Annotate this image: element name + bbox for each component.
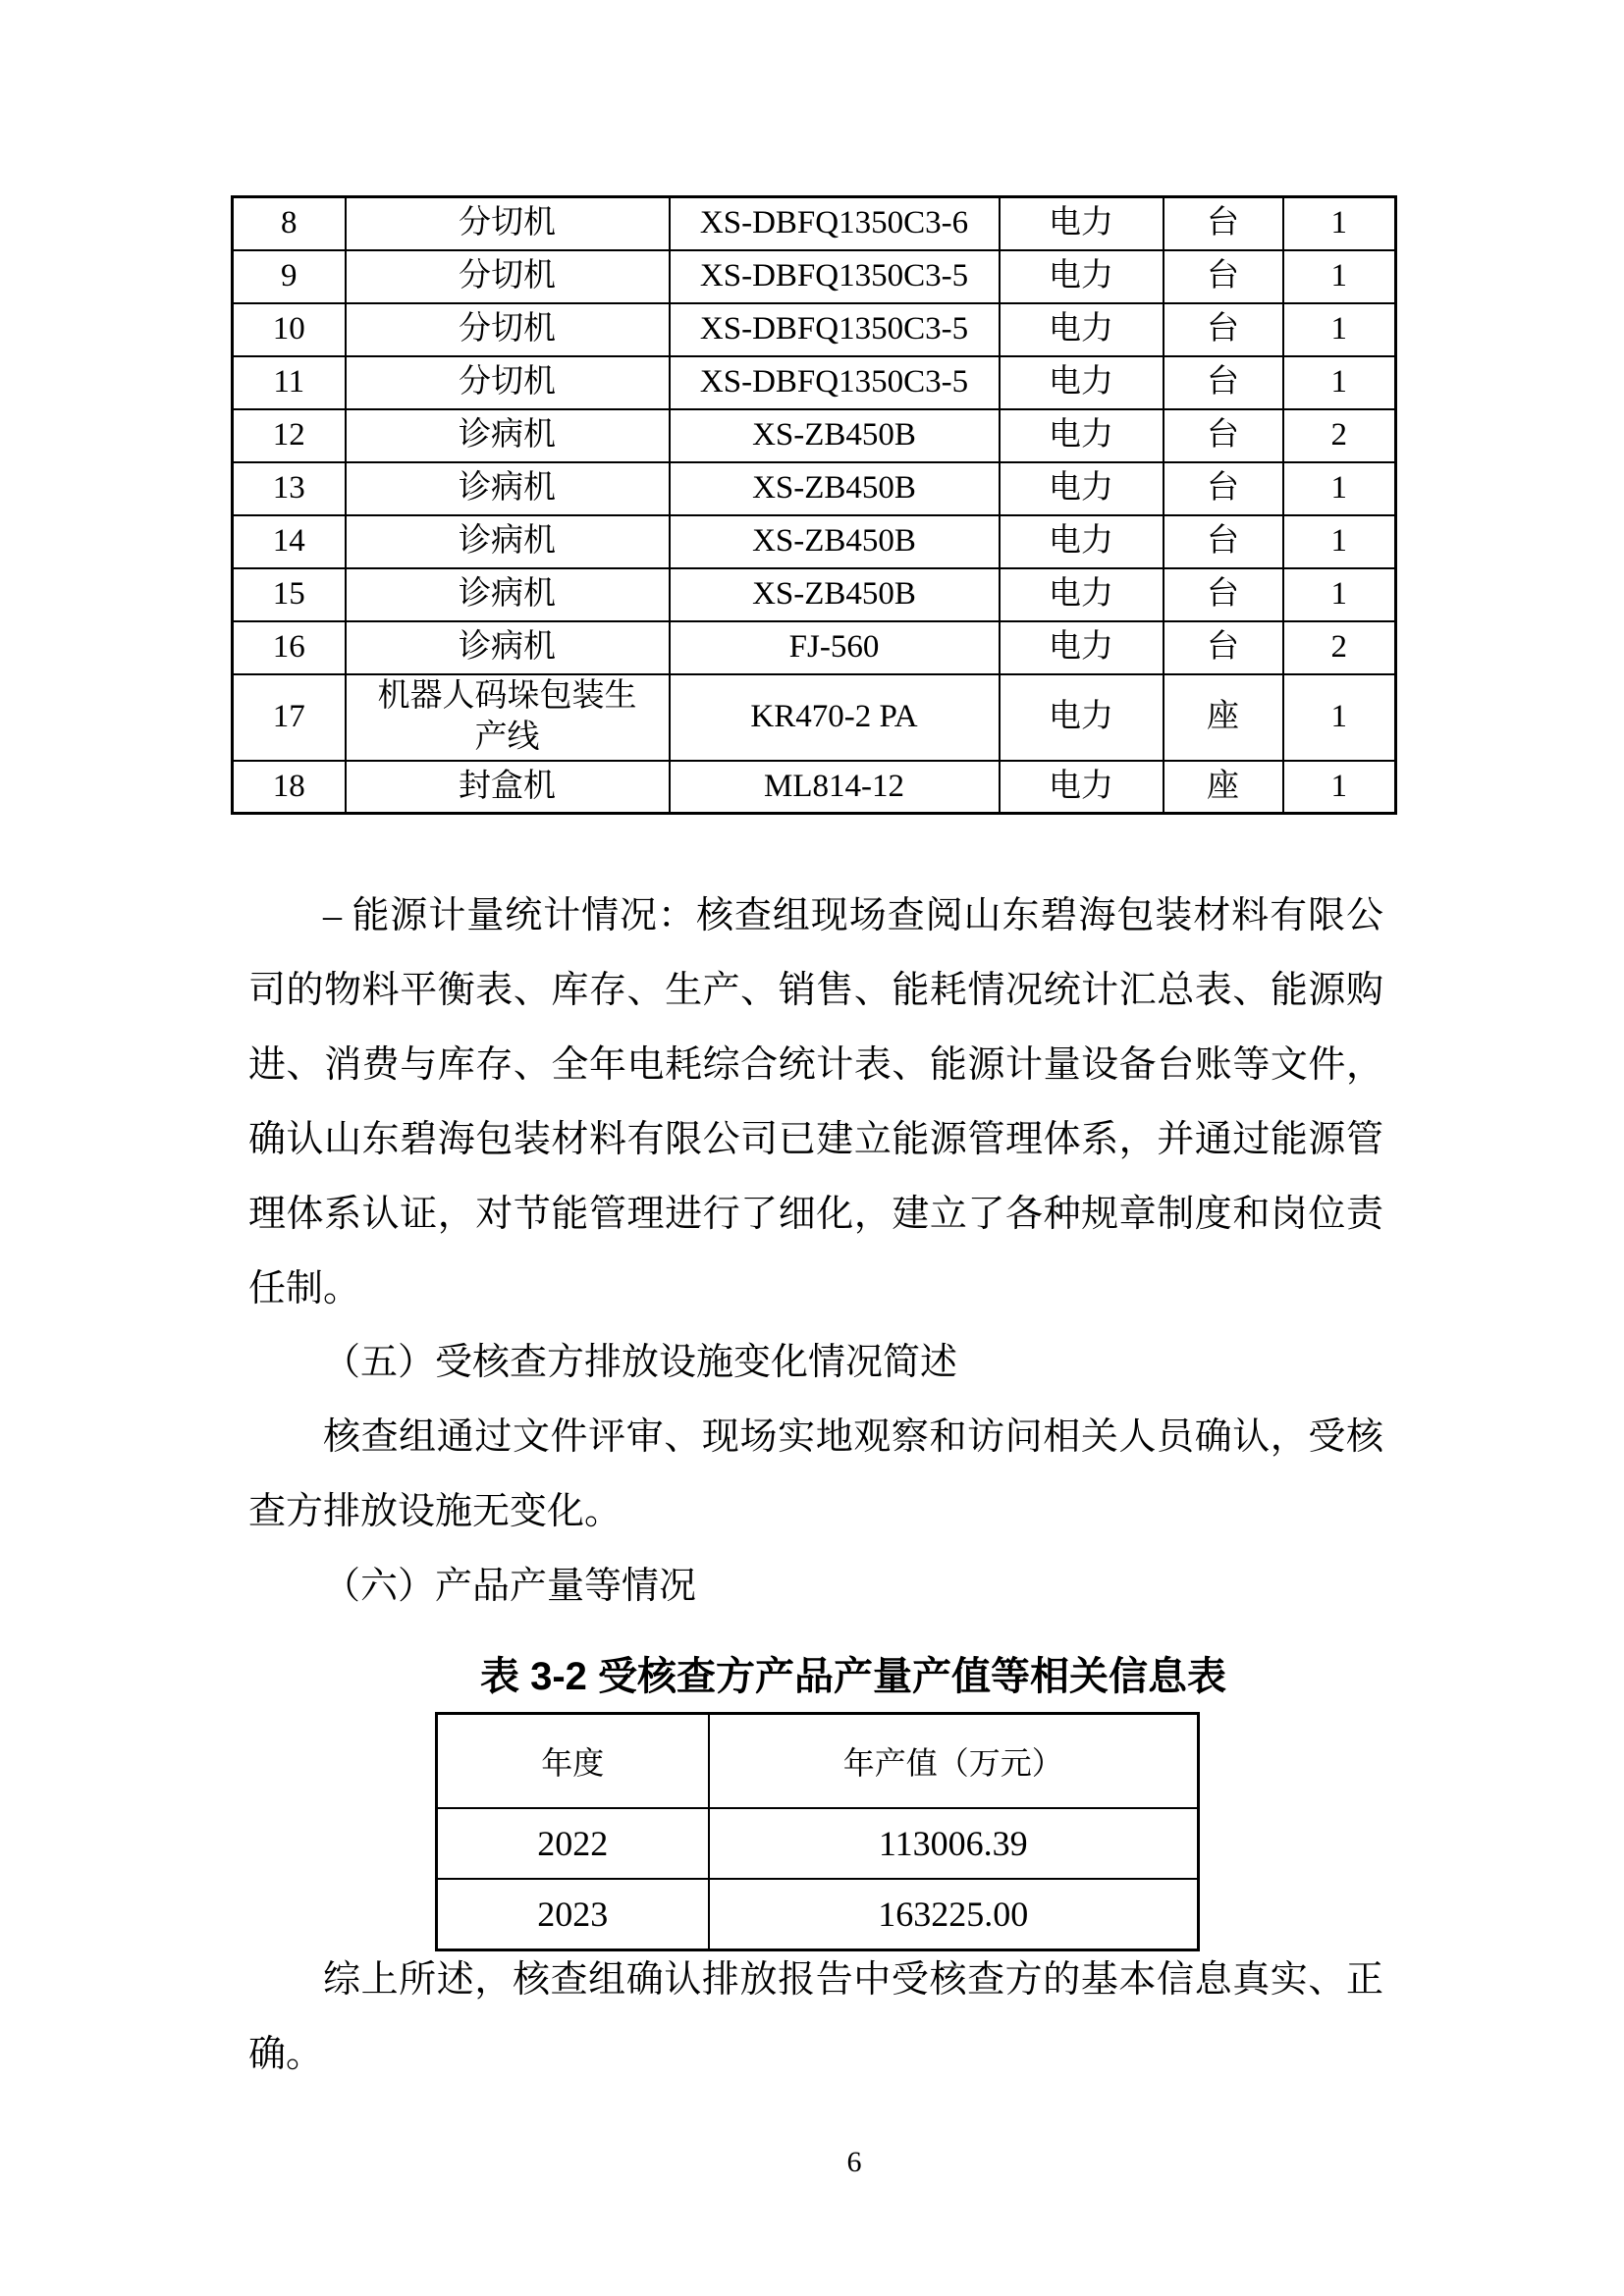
equipment-name-cell: 分切机 <box>346 250 670 303</box>
unit-cell: 座 <box>1164 674 1283 761</box>
year-cell: 2023 <box>437 1879 709 1950</box>
energy-type-cell: 电力 <box>1000 303 1164 356</box>
table-row <box>233 515 1396 568</box>
body-text-line: – 能源计量统计情况：核查组现场查阅山东碧海包装材料有限公 <box>323 895 1383 936</box>
output-value-cell: 113006.39 <box>709 1808 1199 1879</box>
energy-type-cell: 电力 <box>1000 621 1164 674</box>
paragraph-energy-metering <box>248 879 1383 1326</box>
body-text-line: 任制。 <box>248 1268 361 1309</box>
equipment-table <box>231 195 1397 815</box>
unit-cell: 台 <box>1164 568 1283 621</box>
page-number: 6 <box>846 2146 862 2178</box>
energy-type-cell: 电力 <box>1000 356 1164 409</box>
unit-cell: 台 <box>1164 409 1283 462</box>
section-heading-5: （五）受核查方排放设施变化情况简述 <box>323 1342 958 1383</box>
output-value-header-cell: 年产值（万元） <box>709 1714 1199 1809</box>
row-number-cell: 9 <box>233 250 346 303</box>
body-text-line: 综上所述，核查组确认排放报告中受核查方的基本信息真实、正 <box>323 1959 1383 2001</box>
row-number-cell: 18 <box>233 761 346 814</box>
equipment-name-cell: 诊病机 <box>346 515 670 568</box>
quantity-cell: 1 <box>1283 568 1396 621</box>
energy-type-cell: 电力 <box>1000 674 1164 761</box>
quantity-cell: 1 <box>1283 674 1396 761</box>
energy-type-cell: 电力 <box>1000 250 1164 303</box>
model-cell: XS-ZB450B <box>670 515 1000 568</box>
model-cell: XS-DBFQ1350C3-5 <box>670 303 1000 356</box>
table-row <box>233 674 1396 761</box>
model-cell: FJ-560 <box>670 621 1000 674</box>
row-number-cell: 15 <box>233 568 346 621</box>
row-number-cell: 10 <box>233 303 346 356</box>
equipment-name-cell: 诊病机 <box>346 568 670 621</box>
row-number-cell: 11 <box>233 356 346 409</box>
body-text-line: 确。 <box>248 2034 324 2075</box>
model-cell: ML814-12 <box>670 761 1000 814</box>
model-cell: XS-DBFQ1350C3-5 <box>670 356 1000 409</box>
row-number-cell: 14 <box>233 515 346 568</box>
table-row <box>233 409 1396 462</box>
model-cell: XS-ZB450B <box>670 568 1000 621</box>
body-text-line: 核查组通过文件评审、现场实地观察和访问相关人员确认，受核 <box>323 1416 1383 1458</box>
body-text-line: 进、消费与库存、全年电耗综合统计表、能源计量设备台账等文件， <box>248 1044 1383 1086</box>
quantity-cell: 1 <box>1283 303 1396 356</box>
row-number-cell: 12 <box>233 409 346 462</box>
equipment-name-cell: 诊病机 <box>346 462 670 515</box>
row-number-cell: 17 <box>233 674 346 761</box>
body-text-line: 确认山东碧海包装材料有限公司已建立能源管理体系，并通过能源管 <box>248 1119 1383 1160</box>
section-heading-6-block <box>248 1549 1383 1624</box>
energy-type-cell: 电力 <box>1000 462 1164 515</box>
unit-cell: 台 <box>1164 250 1283 303</box>
equipment-name-cell: 分切机 <box>346 303 670 356</box>
energy-type-cell: 电力 <box>1000 761 1164 814</box>
quantity-cell: 2 <box>1283 409 1396 462</box>
unit-cell: 台 <box>1164 621 1283 674</box>
paragraph-conclusion <box>248 1943 1383 2092</box>
quantity-cell: 1 <box>1283 197 1396 250</box>
table-row <box>233 250 1396 303</box>
energy-type-cell: 电力 <box>1000 515 1164 568</box>
quantity-cell: 1 <box>1283 761 1396 814</box>
unit-cell: 台 <box>1164 356 1283 409</box>
row-number-cell: 8 <box>233 197 346 250</box>
energy-type-cell: 电力 <box>1000 197 1164 250</box>
unit-cell: 台 <box>1164 197 1283 250</box>
equipment-name-cell: 机器人码垛包装生产线 <box>346 674 670 761</box>
model-cell: XS-DBFQ1350C3-5 <box>670 250 1000 303</box>
model-cell: KR470-2 PA <box>670 674 1000 761</box>
table-row <box>437 1879 1199 1950</box>
unit-cell: 台 <box>1164 515 1283 568</box>
year-header-cell: 年度 <box>437 1714 709 1809</box>
quantity-cell: 2 <box>1283 621 1396 674</box>
unit-cell: 台 <box>1164 303 1283 356</box>
table-row <box>233 621 1396 674</box>
equipment-name-cell: 诊病机 <box>346 621 670 674</box>
table-row <box>233 462 1396 515</box>
model-cell: XS-ZB450B <box>670 409 1000 462</box>
row-number-cell: 13 <box>233 462 346 515</box>
quantity-cell: 1 <box>1283 515 1396 568</box>
quantity-cell: 1 <box>1283 356 1396 409</box>
equipment-name-cell: 诊病机 <box>346 409 670 462</box>
energy-type-cell: 电力 <box>1000 568 1164 621</box>
table-row <box>233 356 1396 409</box>
output-value-table <box>435 1712 1200 1951</box>
row-number-cell: 16 <box>233 621 346 674</box>
unit-cell: 座 <box>1164 761 1283 814</box>
section-heading-5-block <box>248 1325 1383 1400</box>
equipment-name-cell: 封盒机 <box>346 761 670 814</box>
quantity-cell: 1 <box>1283 250 1396 303</box>
table-row <box>233 761 1396 814</box>
unit-cell: 台 <box>1164 462 1283 515</box>
year-cell: 2022 <box>437 1808 709 1879</box>
body-text-line: 司的物料平衡表、库存、生产、销售、能耗情况统计汇总表、能源购 <box>248 970 1383 1011</box>
body-text-line: 理体系认证，对节能管理进行了细化，建立了各种规章制度和岗位责 <box>248 1194 1383 1235</box>
body-text-line: 查方排放设施无变化。 <box>248 1491 623 1532</box>
model-cell: XS-DBFQ1350C3-6 <box>670 197 1000 250</box>
table-3-2-title: 表 3-2 受核查方产品产量产值等相关信息表 <box>479 1655 1227 1698</box>
section-heading-6: （六）产品产量等情况 <box>323 1566 697 1607</box>
table-header-row <box>437 1714 1199 1809</box>
table-row <box>437 1808 1199 1879</box>
table-row <box>233 568 1396 621</box>
table-row <box>233 303 1396 356</box>
table-row <box>233 197 1396 250</box>
quantity-cell: 1 <box>1283 462 1396 515</box>
equipment-name-cell: 分切机 <box>346 197 670 250</box>
energy-type-cell: 电力 <box>1000 409 1164 462</box>
model-cell: XS-ZB450B <box>670 462 1000 515</box>
output-value-cell: 163225.00 <box>709 1879 1199 1950</box>
equipment-name-cell: 分切机 <box>346 356 670 409</box>
paragraph-facility-change <box>248 1400 1383 1549</box>
